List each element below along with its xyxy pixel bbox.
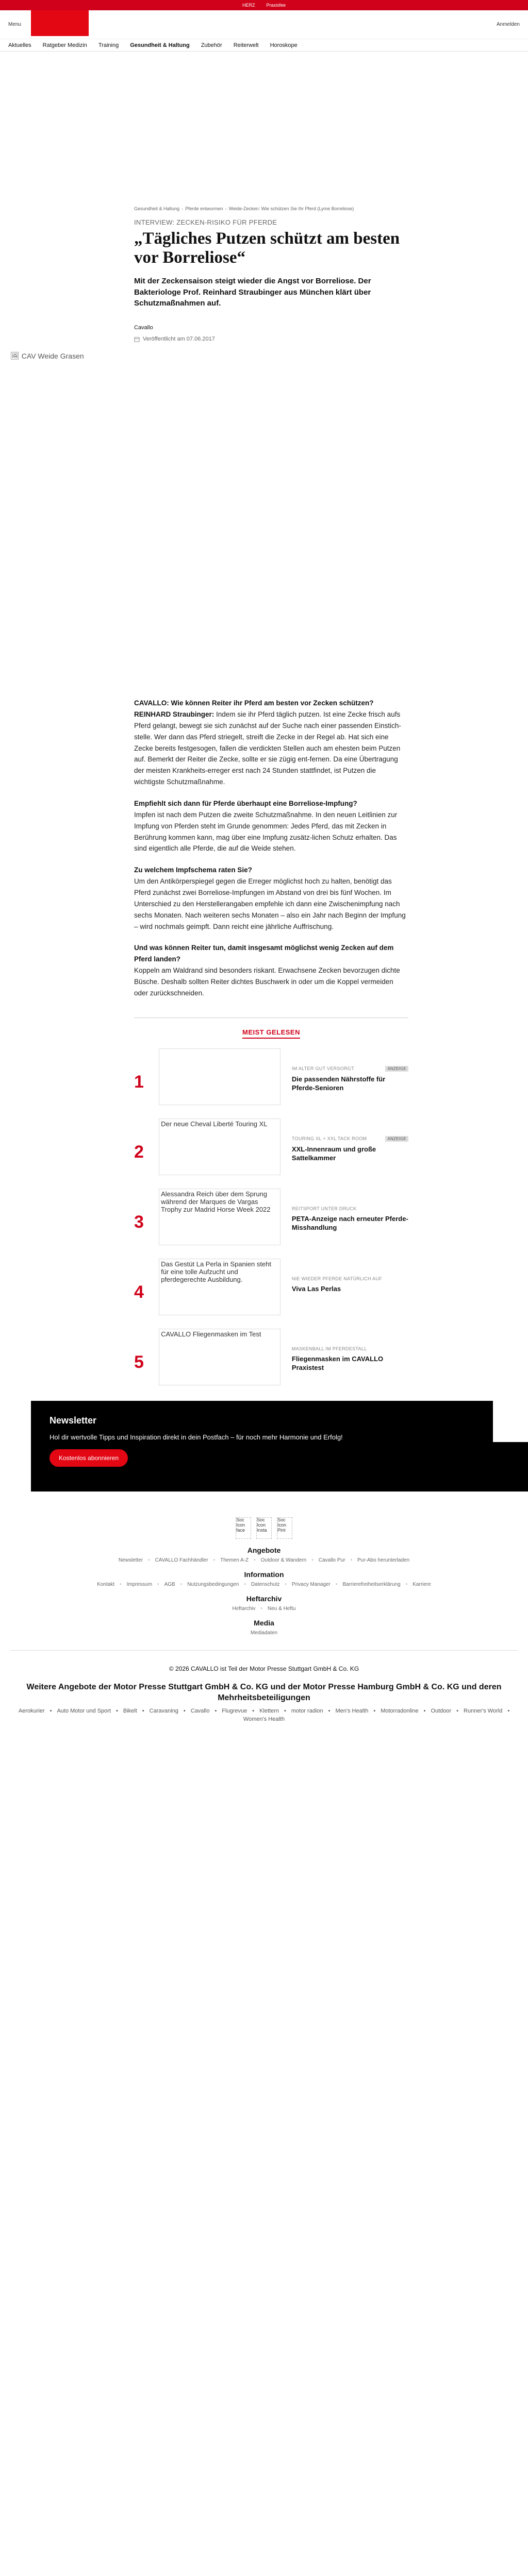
teaser-kicker: NIE WIEDER PFERDE NATÜRLICH AUF — [291, 1276, 383, 1281]
footer-link[interactable]: Impressum — [126, 1581, 153, 1587]
offer-link[interactable]: Auto Motor und Sport — [57, 1707, 111, 1714]
ad-space — [0, 52, 528, 206]
article-image — [10, 351, 518, 682]
breadcrumb-separator: › — [182, 206, 184, 211]
footer-link[interactable]: Cavallo Pur — [318, 1557, 345, 1563]
teaser-image[interactable] — [159, 1048, 280, 1105]
offer-link[interactable]: Runner's World — [464, 1707, 503, 1714]
breadcrumb-separator: › — [225, 206, 227, 211]
interview-answer: Impfen ist nach dem Putzen die zweite Schutzmaßnahme. In den neuen Leitlinien zur Impfung von Pferden steht im Grunde genommen: Jedes Pferd, das mit Zecken in Berührung kommen kann, mag über eine Impfung zusätz-lichen Schutz erhalten. Das sind eigentlich alle Pferde, die auf die Weide stehen. — [134, 810, 398, 853]
teaser-image[interactable]: Der neue Cheval Liberté Touring XL — [159, 1118, 280, 1175]
more-offers-links: Aerokurier • Auto Motor und Sport • Bikelt • Caravaning • Cavallo • Flugrevue • Klettern • motor radion • Men's Health • Motorradonline • Outdoor • Runner's World • Women's Health — [18, 1707, 510, 1722]
nav-item-gesundheit[interactable]: Gesundheit & Haltung — [130, 42, 190, 48]
ad-badge: ANZEIGE — [385, 1066, 408, 1072]
teaser-headline[interactable]: Fliegenmasken im CAVALLO Praxistest — [291, 1354, 384, 1372]
most-read-item[interactable] — [134, 1259, 408, 1315]
breadcrumb-item[interactable]: Pferde entwurmen — [185, 206, 223, 211]
footer-link[interactable]: Heftarchiv — [232, 1605, 256, 1612]
instagram-icon[interactable]: Soc Icon Insta — [256, 1517, 272, 1539]
offer-link[interactable]: Bikelt — [123, 1707, 137, 1714]
footer-links-angebote: Newsletter • CAVALLO Fachhändler • Themen A-Z • Outdoor & Wandern • Cavallo Pur • Pur-Abo herunterladen — [118, 1557, 410, 1563]
login-link[interactable]: Anmelden — [496, 22, 520, 27]
newsletter-title: Newsletter — [50, 1415, 97, 1426]
breadcrumb-current: Weide-Zecken: Wie schützen Sie Ihr Pferd (Lyme Borreliose) — [228, 206, 354, 211]
rank-number: 5 — [134, 1352, 144, 1372]
footer-links-information: Kontakt • Impressum • AGB • Nutzungsbedingungen • Datenschutz • Privacy Manager • Barrierefreiheitserklärung • Karriere — [97, 1581, 431, 1587]
article-title: „Tägliches Putzen schützt am besten vor Borreliose“ — [134, 229, 400, 267]
nav-item-zubehoer[interactable]: Zubehör — [201, 42, 222, 48]
interview-answer: Indem sie ihr Pferd täglich putzen. Ist eine Zecke frisch aufs Pferd gelangt, bewegt sie sich zunächst auf der Suche nach einer passenden Einstich-stelle. Wer dann das Pferd striegelt, streift die Zecke in der Regel ab. Hat sich eine Zecke bereits festgesogen, fallen die verdickten Stellen auch am ehesten beim Putzen auf. Bemerkt der Reiter die Zecke, sollte er sie zügig ent-fernen. Da eine Übertragung der meisten Krankheits-erreger erst nach 24 Stunden stattfindet, ist Putzen die wichtigste Schutzmaßnahme. — [134, 710, 401, 786]
article-date: Veröffentlicht am 07.06.2017 — [143, 336, 215, 343]
offer-link[interactable]: Women's Health — [243, 1716, 285, 1722]
nav-item-reiterwelt[interactable]: Reiterwelt — [233, 42, 259, 48]
site-logo[interactable] — [31, 10, 89, 36]
rank-number: 2 — [134, 1142, 144, 1162]
offer-link[interactable]: Aerokurier — [18, 1707, 45, 1714]
interview-question: Und was können Reiter tun, damit insgesamt möglichst wenig Zecken auf dem Pferd landen? — [134, 944, 394, 963]
footer-link[interactable]: Mediadaten — [250, 1630, 278, 1636]
interview-answer: Um den Antikörperspiegel gegen die Erreger möglichst hoch zu halten, benötigt das Pferd zunächst zwei Borreliose-Impfungen im Abstand von drei bis fünf Wochen. Im Unterschied zu den Herstellerangaben empfehle ich dann eine Zwischenimpfung nach sechs Monaten. Nach weiteren sechs Monaten – also ein Jahr nach Beginn der Impfung – wird nochmals geimpft. Dann reicht eine jährliche Auffrischung. — [134, 877, 406, 930]
footer-link[interactable]: Privacy Manager — [291, 1581, 331, 1587]
newsletter-subscribe-button[interactable]: Kostenlos abonnieren — [50, 1449, 128, 1467]
breadcrumb — [134, 206, 408, 211]
top-bar — [0, 0, 528, 10]
footer-link[interactable]: Barrierefreiheitserklärung — [342, 1581, 401, 1587]
footer-link[interactable]: Outdoor & Wandern — [260, 1557, 307, 1563]
article-paragraph — [134, 698, 408, 788]
topbar-link-herz[interactable]: HERZ — [242, 3, 255, 8]
article — [134, 206, 408, 342]
nav-item-training[interactable]: Training — [98, 42, 119, 48]
newsletter-image — [493, 1401, 528, 1442]
most-read-item[interactable] — [134, 1329, 408, 1385]
article-paragraph — [134, 942, 408, 998]
most-read-section — [134, 1018, 408, 1385]
most-read-title: MEIST GELESEN — [134, 1028, 408, 1036]
teaser-image[interactable]: Das Gestüt La Perla in Spanien steht für eine tolle Aufzucht und pferdegerechte Ausbildung. — [159, 1259, 280, 1315]
footer-link[interactable]: CAVALLO Fachhändler — [155, 1557, 208, 1563]
teaser-headline[interactable]: PETA-Anzeige nach erneuter Pferde-Misshandlung — [291, 1214, 408, 1232]
teaser-kicker: MASKENBALL IM PFERDESTALL — [291, 1346, 367, 1351]
teaser-image[interactable]: Alessandra Reich über dem Sprung während der Marques de Vargas Trophy zur Madrid Horse Week 2022 — [159, 1189, 280, 1245]
site-header — [0, 10, 528, 39]
interview-question: CAVALLO: Wie können Reiter ihr Pferd am besten vor Zecken schützen? — [134, 699, 374, 707]
footer — [0, 1546, 528, 1722]
article-kicker: INTERVIEW: ZECKEN-RISIKO FÜR PFERDE — [134, 218, 277, 226]
footer-heading-information: Information — [244, 1570, 284, 1579]
rank-number: 4 — [134, 1282, 144, 1302]
offer-link[interactable]: Cavallo — [190, 1707, 210, 1714]
more-offers-title: Weitere Angebote der Motor Presse Stuttgart GmbH & Co. KG und der Motor Presse Hamburg GmbH & Co. KG und deren Mehrheitsbeteiligungen — [26, 1682, 502, 1703]
most-read-item[interactable] — [134, 1048, 408, 1105]
topbar-link-praxisfee[interactable]: Praxisfee — [266, 3, 286, 8]
offer-link[interactable]: motor radion — [291, 1707, 323, 1714]
interview-answer: Koppeln am Waldrand sind besonders riskant. Erwachsene Zecken bevorzugen dichte Büsche. Deshalb sollten Reiter dichtes Buschwerk in oder um die Koppel vermeiden oder zurückschneiden. — [134, 967, 400, 997]
article-paragraph — [134, 798, 408, 854]
breadcrumb-item[interactable]: Gesundheit & Haltung — [134, 206, 180, 211]
teaser-headline[interactable]: Viva Las Perlas — [291, 1284, 341, 1293]
footer-links-heftarchiv: Heftarchiv • Neu & Heftu — [232, 1605, 296, 1612]
broken-image-icon: 🖼 CAV Weide Grasen — [10, 351, 84, 360]
offer-link[interactable]: Men's Health — [335, 1707, 369, 1714]
footer-link[interactable]: Neu & Heftu — [268, 1605, 296, 1612]
facebook-icon[interactable]: Soc Icon face — [236, 1517, 251, 1539]
newsletter-box — [31, 1401, 528, 1492]
article-author[interactable]: Cavallo — [134, 325, 153, 331]
pinterest-icon[interactable]: Soc Icon Pint — [277, 1517, 292, 1539]
article-image-alt: CAV Weide Grasen — [21, 351, 84, 360]
menu-button[interactable]: Menu — [8, 22, 22, 27]
interview-question: Empfiehlt sich dann für Pferde überhaupt eine Borreliose-Impfung? — [134, 800, 357, 808]
footer-link[interactable]: Themen A-Z — [220, 1557, 249, 1563]
offer-link[interactable]: Klettern — [259, 1707, 279, 1714]
most-read-item[interactable] — [134, 1189, 408, 1245]
social-links — [0, 1517, 528, 1539]
footer-link[interactable]: Kontakt — [97, 1581, 115, 1587]
footer-link[interactable]: Karriere — [412, 1581, 431, 1587]
nav-item-aktuelles[interactable]: Aktuelles — [8, 42, 31, 48]
footer-heading-heftarchiv: Heftarchiv — [246, 1594, 282, 1603]
most-read-item[interactable] — [134, 1118, 408, 1175]
teaser-kicker: TOURING XL + XXL TACK ROOM — [291, 1136, 367, 1141]
offer-link[interactable]: Outdoor — [431, 1707, 452, 1714]
article-paragraph — [134, 865, 408, 932]
ad-badge: ANZEIGE — [385, 1136, 408, 1142]
interview-answer-label: REINHARD Straubinger: — [134, 710, 214, 719]
copyright: © 2026 CAVALLO ist Teil der Motor Presse Stuttgart GmbH & Co. KG — [169, 1665, 359, 1672]
teaser-kicker: REITSPORT UNTER DRUCK — [291, 1206, 357, 1211]
offer-link[interactable]: Motorradonline — [381, 1707, 419, 1714]
calendar-icon — [134, 336, 140, 342]
offer-link[interactable]: Flugrevue — [222, 1707, 248, 1714]
footer-heading-angebote: Angebote — [247, 1546, 281, 1554]
nav-item-ratgeber[interactable]: Ratgeber Medizin — [42, 42, 87, 48]
article-teaser: Mit der Zeckensaison steigt wieder die Angst vor Borreliose. Der Bakteriologe Prof. Reinhard Straubinger aus München klärt über Schutzmaßnahmen auf. — [134, 276, 371, 308]
rank-number: 1 — [134, 1072, 144, 1092]
footer-heading-media: Media — [254, 1618, 274, 1627]
nav-item-horoskope[interactable]: Horoskope — [270, 42, 298, 48]
footer-link[interactable]: Datenschutz — [251, 1581, 280, 1587]
footer-link[interactable]: Nutzungsbedingungen — [187, 1581, 239, 1587]
footer-divider — [10, 1650, 518, 1651]
teaser-headline[interactable]: XXL-Innenraum und große Sattelkammer — [291, 1145, 376, 1162]
teaser-kicker: IM ALTER GUT VERSORGT — [291, 1065, 354, 1071]
rank-number: 3 — [134, 1212, 144, 1232]
footer-link[interactable]: Pur-Abo herunterladen — [357, 1557, 410, 1563]
offer-link[interactable]: Caravaning — [149, 1707, 178, 1714]
article-body — [134, 698, 408, 999]
teaser-headline[interactable]: Die passenden Nährstoffe für Pferde-Senioren — [291, 1075, 386, 1092]
footer-link[interactable]: Newsletter — [118, 1557, 143, 1563]
article-date-row — [134, 336, 408, 342]
teaser-image[interactable]: CAVALLO Fliegenmasken im Test — [159, 1329, 280, 1385]
footer-links-media — [0, 1630, 528, 1636]
main-nav — [0, 39, 528, 52]
footer-link[interactable]: AGB — [164, 1581, 175, 1587]
interview-question: Zu welchem Impfschema raten Sie? — [134, 866, 252, 874]
newsletter-text: Hol dir wertvolle Tipps und Inspiration direkt in dein Postfach – für noch mehr Harmonie und Erfolg! — [50, 1433, 343, 1441]
